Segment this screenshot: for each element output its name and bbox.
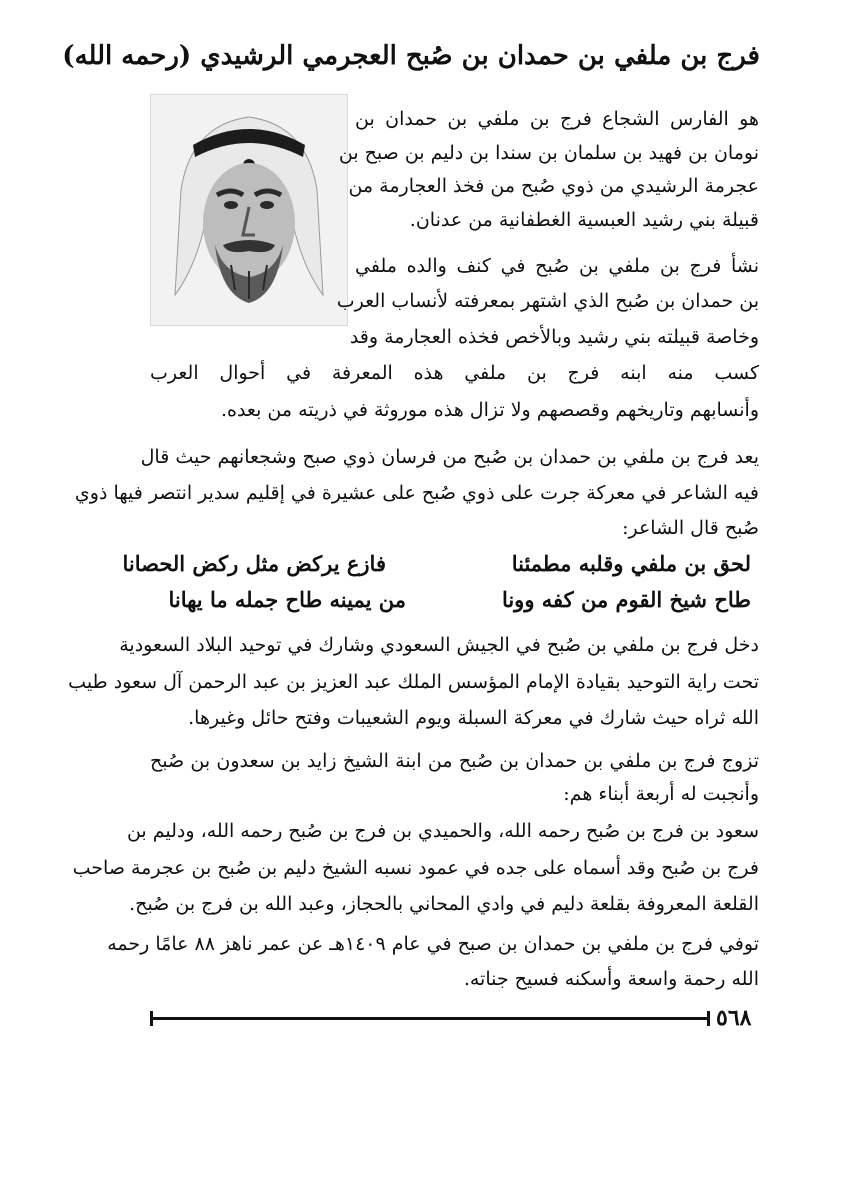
paragraph-1-line-1: هو الفارس الشجاع فرج بن ملفي بن حمدان بن xyxy=(355,108,759,130)
poem-verse-2-second-half: من يمينه طاح جمله ما يهانا xyxy=(168,587,406,612)
paragraph-3-line-3: صُبح قال الشاعر: xyxy=(622,517,759,539)
paragraph-3-line-1: يعد فرج بن ملفي بن حمدان بن صُبح من فرسان ذوي صبح وشجعانهم حيث قال xyxy=(140,446,759,468)
paragraph-6-line-2: فرج بن صُبح وقد أسماه على جده في عمود نسبه الشيخ دليم بن صُبح بن عجرمة صاحب xyxy=(72,857,759,879)
portrait-icon xyxy=(151,95,347,325)
paragraph-2-line-2: بن حمدان بن صُبح الذي اشتهر بمعرفته لأنساب العرب xyxy=(336,290,759,312)
paragraph-2-line-4: كسب منه ابنه فرج بن ملفي هذه المعرفة في أحوال العرب xyxy=(150,362,759,384)
paragraph-7-line-1: توفي فرج بن ملفي بن حمدان بن صبح في عام ١٤٠٩هـ عن عمر ناهز ٨٨ عامًا رحمه xyxy=(107,933,759,955)
paragraph-2-line-3: وخاصة قبيلته بني رشيد وبالأخص فخذه العجارمة وقد xyxy=(349,326,759,348)
paragraph-1-line-4: قبيلة بني رشيد العبسية الغطفانية من عدنان. xyxy=(409,209,759,231)
poem-verse-1-second-half: فازع يركض مثل ركض الحصانا xyxy=(122,551,386,576)
paragraph-6-line-1: سعود بن فرج بن صُبح رحمه الله، والحميدي بن فرج بن صُبح رحمه الله، ودليم بن xyxy=(126,820,759,842)
paragraph-4-line-3: الله ثراه حيث شارك في معركة السبلة ويوم الشعيبات وفتح حائل وغيرها. xyxy=(188,707,759,729)
paragraph-3-line-2: فيه الشاعر في معركة جرت على ذوي صُبح على عشيرة في إقليم سدير انتصر فيها ذوي xyxy=(74,482,759,504)
paragraph-2-line-1: نشأ فرج بن ملفي بن صُبح في كنف والده ملفي xyxy=(355,255,759,277)
paragraph-4-line-1: دخل فرج بن ملفي بن صُبح في الجيش السعودي وشارك في توحيد البلاد السعودية xyxy=(119,634,759,656)
page-title: فرج بن ملفي بن حمدان بن صُبح العجرمي الرشيدي (رحمه الله) xyxy=(62,41,760,71)
paragraph-1-line-2: نومان بن فهيد بن سلمان بن سندا بن دليم بن صبح بن xyxy=(338,142,759,164)
paragraph-7-line-2: الله رحمة واسعة وأسكنه فسيح جناته. xyxy=(463,968,759,990)
page-number: ٥٦٨ xyxy=(716,1005,752,1031)
paragraph-5-line-1: تزوج فرج بن ملفي بن حمدان بن صُبح من ابنة الشيخ زايد بن سعدون بن صُبح xyxy=(150,750,759,772)
footer-rule xyxy=(150,1017,710,1020)
paragraph-5-line-2: وأنجبت له أربعة أبناء هم: xyxy=(563,783,759,805)
poem-verse-1-first-half: لحق بن ملفي وقلبه مطمئنا xyxy=(511,551,751,576)
paragraph-6-line-3: القلعة المعروفة بقلعة دليم في وادي المحاني بالحجاز، وعبد الله بن فرج بن صُبح. xyxy=(129,893,759,915)
paragraph-4-line-2: تحت راية التوحيد بقيادة الإمام المؤسس الملك عبد العزيز بن عبد الرحمن آل سعود طيب xyxy=(68,671,759,693)
poem-verse-2-first-half: طاح شيخ القوم من كفه وونا xyxy=(501,587,751,612)
paragraph-1-line-3: عجرمة الرشيدي من ذوي صُبح من فخذ العجارمة من xyxy=(348,175,759,197)
paragraph-2-line-5: وأنسابهم وتاريخهم وقصصهم ولا تزال هذه موروثة في ذريته من بعده. xyxy=(220,399,759,421)
portrait-photo xyxy=(150,94,348,326)
